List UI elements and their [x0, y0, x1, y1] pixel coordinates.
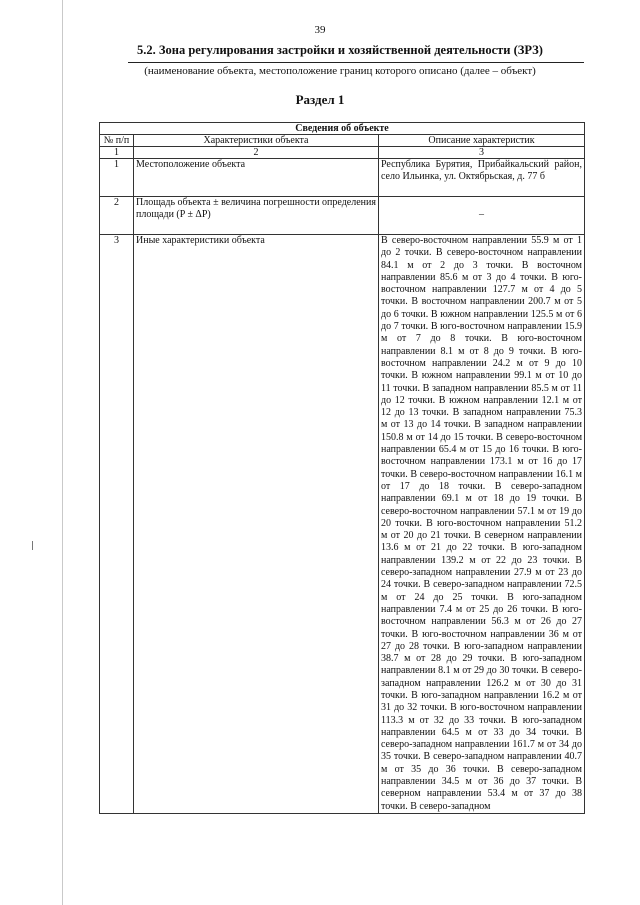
row-characteristic: Местоположение объекта — [134, 159, 379, 197]
title-underline — [128, 62, 584, 63]
table-row — [100, 197, 585, 235]
row-characteristic: Площадь объекта ± величина погрешности определения площади (P ± ΔP) — [134, 197, 379, 235]
document-title: 5.2. Зона регулирования застройки и хозяйственной деятельности (ЗРЗ) — [137, 43, 543, 57]
row-number: 3 — [100, 235, 134, 814]
row-description: – — [379, 197, 585, 235]
header-characteristic: Характеристики объекта — [134, 135, 379, 147]
section-heading: Раздел 1 — [295, 92, 345, 107]
index-cell: 2 — [134, 147, 379, 159]
index-cell: 1 — [100, 147, 134, 159]
page-number: 39 — [314, 24, 326, 36]
row-characteristic: Иные характеристики объекта — [134, 235, 379, 814]
table-header-row — [100, 135, 585, 147]
document-subtitle: (наименование объекта, местоположение границ которого описано (далее – объект) — [144, 65, 536, 77]
table-caption-row — [100, 123, 585, 135]
table-index-row — [100, 147, 585, 159]
table-caption: Сведения об объекте — [100, 123, 585, 135]
object-info-table — [99, 122, 585, 814]
margin-mark — [32, 541, 33, 550]
row-description: Республика Бурятия, Прибайкальский район, село Ильинка, ул. Октябрьская, д. 77 б — [379, 159, 585, 197]
row-number: 1 — [100, 159, 134, 197]
header-description: Описание характеристик — [379, 135, 585, 147]
table-row — [100, 159, 585, 197]
scan-page-edge — [62, 0, 63, 905]
header-number: № п/п — [100, 135, 134, 147]
row-description: В северо-восточном направлении 55.9 м от 1 до 2 точки. В северо-восточном направлении 84.1 м от 2 до 3 точки. В восточном направлении 85.6 м от 3 до 4 точки. В юго-восточном направлении 127.7 м от 4 до 5 точки. В восточном направлении 200.7 м от 5 до 6 точки. В южном направлении 125.5 м от 6 до 7 точки. В юго-восточном направлении 15.9 м от 7 до 8 точки. В юго-восточном направлении 8.1 м от 8 до 9 точки. В юго-восточном направлении 24.2 м от 9 до 10 точки. В южном направлении 99.1 м от 10 до 11 точки. В западном направлении 85.5 м от 11 до 12 точки. В южном направлении 12.1 м от 12 до 13 точки. В западном направлении 75.3 м от 13 до 14 точки. В западном направлении 150.8 м от 14 до 15 точки. В северо-восточном направлении 65.4 м от 15 до 16 точки. В юго-восточном направлении 173.1 м от 16 до 17 точки. В северо-восточном направлении 16.1 м от 17 до 18 точки. В северо-западном направлении 69.1 м от 18 до 19 точки. В северо-восточном направлении 57.1 м от 19 до 20 точки. В юго-восточном направлении 51.2 м от 20 до 21 точки. В северном направлении 13.6 м от 21 до 22 точки. В юго-западном направлении 139.2 м от 22 до 23 точки. В северо-западном направлении 27.9 м от 23 до 24 точки. В северо-западном направлении 72.5 м от 24 до 25 точки. В юго-западном направлении 7.4 м от 25 до 26 точки. В юго-восточном направлении 56.3 м от 26 до 27 точки. В юго-восточном направлении 36 м от 27 до 28 точки. В юго-западном направлении 38.7 м от 28 до 29 точки. В юго-западном направлении 8.1 м от 29 до 30 точки. В северо-западном направлении 126.2 м от 30 до 31 точки. В юго-западном направлении 16.2 м от 31 до 32 точки. В юго-восточном направлении 113.3 м от 32 до 33 точки. В юго-западном направлении 64.5 м от 33 до 34 точки. В северо-западном направлении 161.7 м от 34 до 35 точки. В северо-западном направлении 40.7 м от 35 до 36 точки. В северо-западном направлении 34.5 м от 36 до 37 точки. В северном направлении 53.4 м от 37 до 38 точки. В северо-западном — [379, 235, 585, 814]
index-cell: 3 — [379, 147, 585, 159]
table-row — [100, 235, 585, 814]
row-number: 2 — [100, 197, 134, 235]
